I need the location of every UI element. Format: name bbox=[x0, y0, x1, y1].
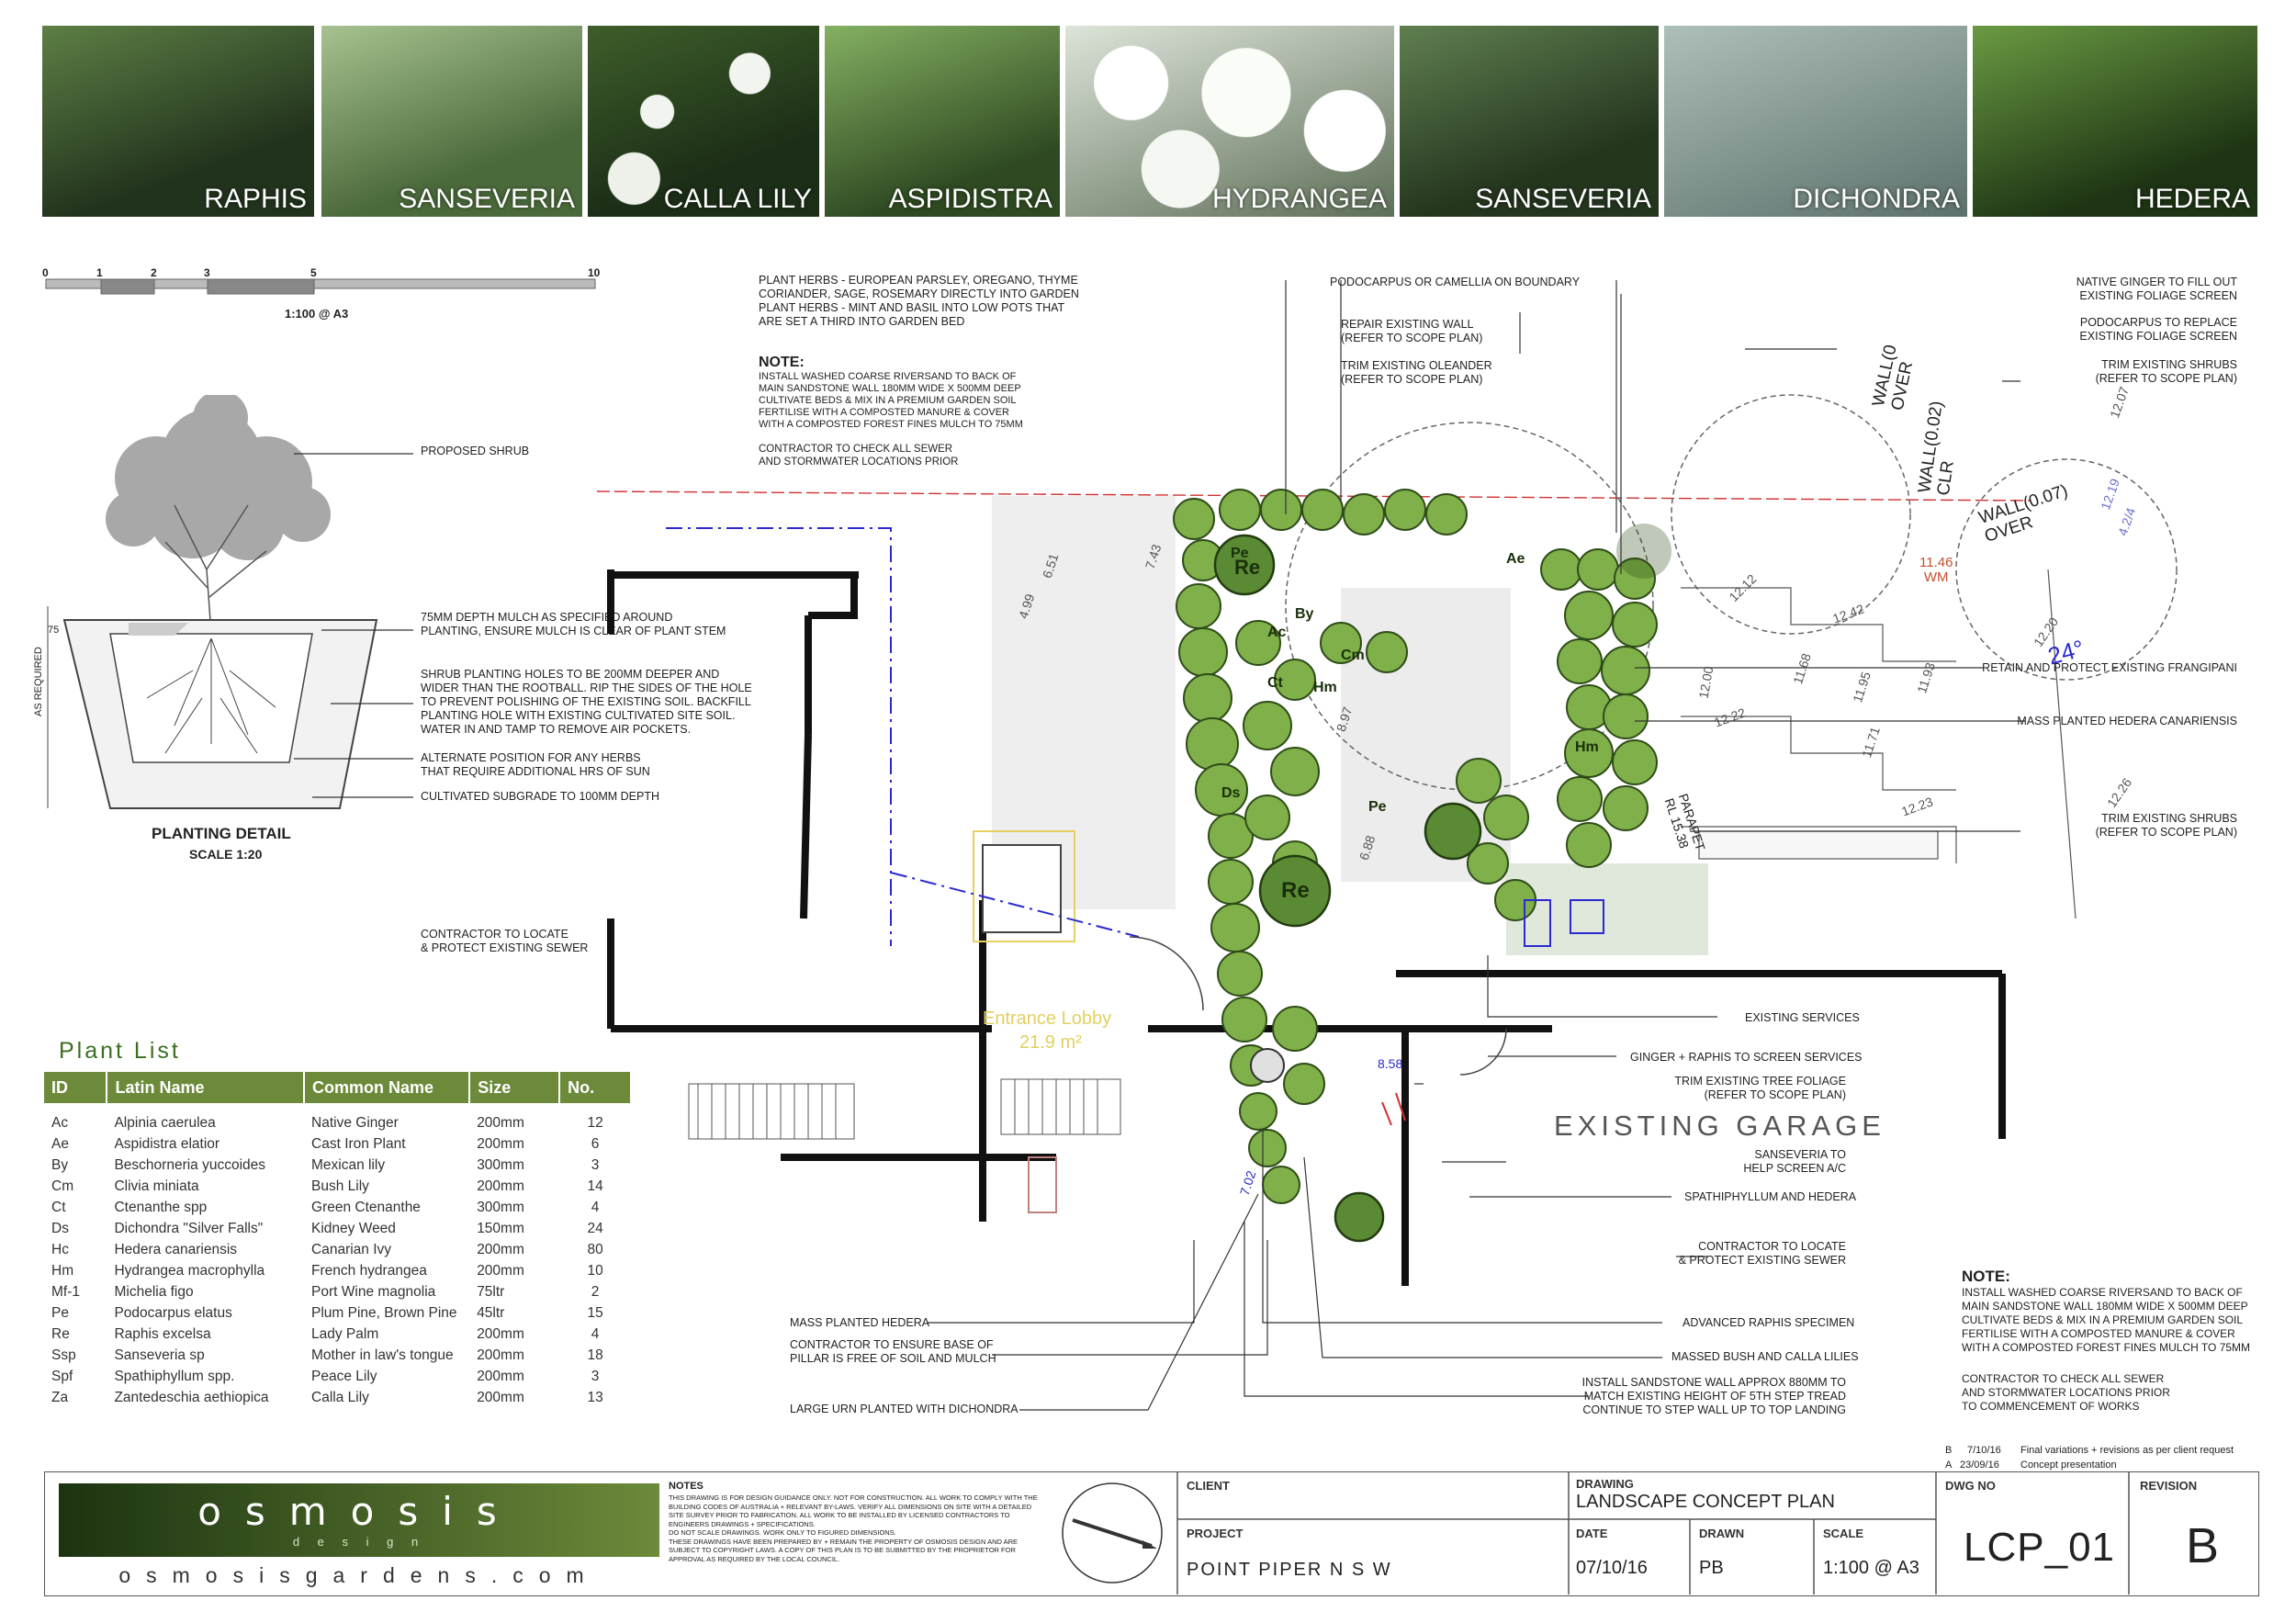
plant-list-cell: Raphis excelsa bbox=[114, 1325, 211, 1342]
lobby-area: 21.9 m² bbox=[1019, 1032, 1082, 1053]
plant-list-cell: 300mm bbox=[477, 1156, 524, 1173]
plant-list-cell: 200mm bbox=[477, 1135, 524, 1152]
plant-list-cell: Cm bbox=[51, 1178, 74, 1194]
photo-label: HEDERA bbox=[2134, 184, 2250, 214]
plant-list-cell: Peace Lily bbox=[311, 1368, 377, 1384]
level: 11.93 bbox=[1914, 660, 1938, 695]
plant-list-cell: Ctenanthe spp bbox=[114, 1199, 208, 1215]
plant-list-cell: 75ltr bbox=[477, 1283, 505, 1300]
plant-list-cell: 150mm bbox=[477, 1220, 524, 1236]
drawing-label: DRAWING bbox=[1576, 1477, 1634, 1491]
plant-list-cell: 18 bbox=[587, 1347, 603, 1363]
plant-list-cell: 3 bbox=[591, 1368, 600, 1384]
plant-list-cell: 200mm bbox=[477, 1241, 524, 1257]
plant-list-cell: Ac bbox=[51, 1114, 69, 1131]
level: 12.26 bbox=[2103, 775, 2135, 810]
plant-list-cell: Sanseveria sp bbox=[114, 1347, 205, 1363]
parapet-label: PARAPET RL 15.38 bbox=[1661, 792, 1708, 853]
garage-label: EXISTING GARAGE bbox=[1554, 1110, 1885, 1142]
scale-tick: 0 bbox=[42, 266, 49, 279]
callout-trim-tree: TRIM EXISTING TREE FOLIAGE (REFER TO SCOPE PLAN) bbox=[1674, 1075, 1846, 1101]
plant-list-cell: 80 bbox=[587, 1241, 603, 1257]
plant-list-cell: Podocarpus elatus bbox=[114, 1304, 232, 1321]
scale-tick: 1 bbox=[96, 266, 103, 279]
plant-list-cell: Za bbox=[51, 1389, 69, 1405]
drawn-value: PB bbox=[1699, 1558, 1724, 1578]
drawing-value: LANDSCAPE CONCEPT PLAN bbox=[1576, 1492, 1835, 1512]
level: 7.43 bbox=[1142, 542, 1165, 571]
plant-list-cell: Mother in law's tongue bbox=[311, 1347, 454, 1363]
level: 12.22 bbox=[1712, 704, 1748, 730]
plant-list-header-cell: Common Name bbox=[304, 1072, 469, 1103]
scale-tick: 10 bbox=[588, 266, 601, 279]
plant-list-cell: Dichondra "Silver Falls" bbox=[114, 1220, 264, 1236]
photo-label: DICHONDRA bbox=[1793, 184, 1960, 214]
planting-detail-title: PLANTING DETAIL bbox=[152, 825, 291, 842]
callout-sanseveria-ac: SANSEVERIA TO HELP SCREEN A/C bbox=[1743, 1148, 1846, 1175]
plant-list-cell: Clivia miniata bbox=[114, 1178, 199, 1194]
lobby-label: Entrance Lobby bbox=[983, 1009, 1112, 1029]
level: 11.95 bbox=[1850, 670, 1874, 704]
callout-frangipani: RETAIN AND PROTECT EXISTING FRANGIPANI bbox=[1982, 661, 2237, 674]
plant-list-cell: Mf-1 bbox=[51, 1283, 80, 1300]
plant-list-cell: Ds bbox=[51, 1220, 69, 1236]
callout-podocarpus-boundary: PODOCARPUS OR CAMELLIA ON BOUNDARY bbox=[1330, 276, 1581, 288]
wm-label: 11.46 WM bbox=[1919, 555, 1953, 585]
level: 8.97 bbox=[1333, 704, 1356, 734]
plant-list-cell: Cast Iron Plant bbox=[311, 1135, 406, 1152]
plant-list-cell: Ct bbox=[51, 1199, 66, 1215]
wall-label: WALL(0.07) OVER bbox=[1976, 480, 2071, 547]
callout-spathiphyllum: SPATHIPHYLLUM AND HEDERA bbox=[1684, 1190, 1857, 1203]
callout-advanced-raphis: ADVANCED RAPHIS SPECIMEN bbox=[1683, 1316, 1855, 1329]
level: 12.00 bbox=[1695, 665, 1716, 700]
plant-list-cell: Calla Lily bbox=[311, 1389, 369, 1405]
callout-mass-hedera: MASS PLANTED HEDERA bbox=[790, 1316, 930, 1329]
callout-locate-sewer: CONTRACTOR TO LOCATE & PROTECT EXISTING SEWER bbox=[421, 928, 589, 954]
plant-code: Re bbox=[1281, 878, 1310, 903]
plant-list-cell: 45ltr bbox=[477, 1304, 505, 1321]
plant-list-title: Plant List bbox=[59, 1038, 181, 1064]
plant-list-cell: 200mm bbox=[477, 1389, 524, 1405]
callout-trim-shrubs-2: TRIM EXISTING SHRUBS (REFER TO SCOPE PLAN) bbox=[2095, 812, 2237, 839]
dim-75: 75 bbox=[48, 625, 60, 636]
revision-date: 23/09/16 bbox=[1960, 1460, 1999, 1471]
photo-label: CALLA LILY bbox=[663, 184, 812, 214]
plant-list-cell: Hc bbox=[51, 1241, 69, 1257]
plant-list-cell: 200mm bbox=[477, 1368, 524, 1384]
level: 12.19 bbox=[2098, 476, 2123, 513]
dwg-label: DWG NO bbox=[1945, 1479, 1996, 1493]
plant-list-cell: 300mm bbox=[477, 1199, 524, 1215]
callout-proposed-shrub: PROPOSED SHRUB bbox=[421, 445, 530, 457]
plant-list-cell: 14 bbox=[587, 1178, 603, 1194]
project-label: PROJECT bbox=[1187, 1527, 1244, 1540]
callout-existing-services: EXISTING SERVICES bbox=[1745, 1011, 1860, 1024]
plant-list-cell: 200mm bbox=[477, 1262, 524, 1279]
scale-label: SCALE bbox=[1823, 1527, 1864, 1540]
plant-list-cell: Pe bbox=[51, 1304, 69, 1321]
level: 12.23 bbox=[1899, 794, 1935, 819]
plant-list-cell: Native Ginger bbox=[311, 1114, 399, 1131]
plant-code: Pe bbox=[1231, 546, 1249, 561]
photo-label: RAPHIS bbox=[204, 184, 307, 214]
plant-code: By bbox=[1295, 606, 1314, 622]
plant-list-header-cell: Size bbox=[469, 1072, 559, 1103]
plant-list-cell: Kidney Weed bbox=[311, 1220, 396, 1236]
level: 7.02 bbox=[1236, 1168, 1259, 1198]
callout-ginger-raphis: GINGER + RAPHIS TO SCREEN SERVICES bbox=[1630, 1051, 1863, 1064]
plant-list-cell: 10 bbox=[587, 1262, 603, 1279]
website: osmosisgardens.com bbox=[118, 1563, 600, 1587]
plant-code: Ds bbox=[1221, 785, 1241, 801]
plant-list-header-cell: Latin Name bbox=[107, 1072, 304, 1103]
callout-native-ginger: NATIVE GINGER TO FILL OUT EXISTING FOLIAGE SCREEN bbox=[2076, 276, 2237, 302]
level: 8.58 bbox=[1378, 1056, 1403, 1071]
callout-massed-bush-calla: MASSED BUSH AND CALLA LILIES bbox=[1671, 1350, 1859, 1363]
level: 6.88 bbox=[1356, 833, 1379, 862]
dim-as-required: AS REQUIRED bbox=[33, 647, 44, 716]
revision-id: A bbox=[1945, 1460, 1953, 1471]
scale-tick: 2 bbox=[151, 266, 157, 279]
plant-list-cell: Hm bbox=[51, 1262, 74, 1279]
plant-list-cell: Green Ctenanthe bbox=[311, 1199, 421, 1215]
plant-list-cell: Plum Pine, Brown Pine bbox=[311, 1304, 457, 1321]
wall-label: WALL(0.02) CLR bbox=[1915, 400, 1958, 497]
note-heading: NOTE: bbox=[759, 355, 805, 370]
level: 6.51 bbox=[1039, 551, 1062, 580]
plant-list-header-cell: No. bbox=[559, 1072, 631, 1103]
level: 4.2/4 bbox=[2114, 505, 2139, 538]
level: 11.71 bbox=[1859, 725, 1883, 760]
notes-body: THIS DRAWING IS FOR DESIGN GUIDANCE ONLY. NOT FOR CONSTRUCTION. ALL WORK TO COMPLY WITH THE BUILDING CODES OF AUSTRALIA + RELEVANT BY-LAWS. VERIFY ALL DIMENSIONS ON SITE WITH A DETAILED SITE SURVEY PRIOR TO FABRICATION. ALL WORK TO BE INSTALLED BY LICENSED CONTRACTORS TO ENGINEERS DRAWINGS + SPECIFICATIONS. DO NOT SCALE DRAWINGS. WORK ONLY TO FIGURED DIMENSIONS. THESE DRAWINGS HAVE BEEN PREPARED BY + REMAIN THE PROPERTY OF OSMOSIS DESIGN AND ARE SUBJECT TO COPYRIGHT LAWS. A COPY OF THIS PLAN IS TO BE SUBMITTED BY THE PROPRIETOR FOR APPROVAL AS REQUIRED BY THE LOCAL COUNCIL. bbox=[669, 1493, 1038, 1563]
photo-label: HYDRANGEA bbox=[1211, 184, 1387, 214]
scale-tick: 3 bbox=[204, 266, 210, 279]
callout-pillar-base: CONTRACTOR TO ENSURE BASE OF PILLAR IS FREE OF SOIL AND MULCH bbox=[790, 1338, 996, 1365]
level: 4.99 bbox=[1015, 592, 1038, 621]
plant-list-cell: Spf bbox=[51, 1368, 73, 1384]
photo-label: ASPIDISTRA bbox=[888, 184, 1052, 214]
plant-code: Ae bbox=[1506, 551, 1525, 567]
plant-code: Pe bbox=[1368, 799, 1387, 815]
revision-value: B bbox=[2186, 1518, 2220, 1573]
project-value: POINT PIPER N S W bbox=[1187, 1560, 1392, 1580]
level: 12.12 bbox=[1726, 570, 1760, 605]
plant-list-cell: Bush Lily bbox=[311, 1178, 369, 1194]
level: 12.07 bbox=[2107, 384, 2133, 421]
plant-code: Hm bbox=[1575, 739, 1599, 755]
callout-sandstone-wall: INSTALL SANDSTONE WALL APPROX 880MM TO MATCH EXISTING HEIGHT OF 5TH STEP TREAD CONTINUE TO STEP WALL UP TO TOP LANDING bbox=[1581, 1376, 1846, 1416]
date-label: DATE bbox=[1576, 1527, 1608, 1540]
plant-list-cell: 200mm bbox=[477, 1347, 524, 1363]
callout-planting-holes: SHRUB PLANTING HOLES TO BE 200MM DEEPER AND WIDER THAN THE ROOTBALL. RIP THE SIDES OF THE HOLE TO PREVENT POLISHING OF THE EXISTING SOIL. BACKFILL PLANTING HOLE WITH EXISTING CULTIVATED SITE SOIL. WATER IN AND TAMP TO REMOVE AIR POCKETS. bbox=[421, 668, 752, 736]
plant-code: Cm bbox=[1341, 648, 1365, 663]
plant-code: Re bbox=[1234, 556, 1261, 579]
note-sewer: CONTRACTOR TO CHECK ALL SEWER AND STORMWATER LOCATIONS PRIOR bbox=[759, 444, 959, 468]
callout-repair-wall: REPAIR EXISTING WALL (REFER TO SCOPE PLAN) bbox=[1341, 318, 1483, 344]
plant-list-cell: 12 bbox=[587, 1114, 603, 1131]
callout-large-urn: LARGE URN PLANTED WITH DICHONDRA bbox=[790, 1403, 1019, 1415]
callout-podocarpus-replace: PODOCARPUS TO REPLACE EXISTING FOLIAGE SCREEN bbox=[2079, 316, 2237, 343]
plant-list-cell: Ae bbox=[51, 1135, 69, 1152]
revision-desc: Final variations + revisions as per client request bbox=[2020, 1445, 2234, 1456]
client-label: CLIENT bbox=[1187, 1479, 1230, 1493]
plant-code: Ac bbox=[1267, 625, 1287, 640]
plant-list-cell: French hydrangea bbox=[311, 1262, 427, 1279]
plant-list-cell: Canarian Ivy bbox=[311, 1241, 392, 1257]
plant-list-cell: By bbox=[51, 1156, 69, 1173]
plant-list-header-cell: ID bbox=[44, 1072, 107, 1103]
callout-mulch: 75MM DEPTH MULCH AS SPECIFIED AROUND PLANTING, ENSURE MULCH IS CLEAR OF PLANT STEM bbox=[421, 611, 726, 637]
callout-trim-shrubs: TRIM EXISTING SHRUBS (REFER TO SCOPE PLAN) bbox=[2095, 358, 2237, 385]
note-body: INSTALL WASHED COARSE RIVERSAND TO BACK OF MAIN SANDSTONE WALL 180MM WIDE X 500MM DEEP CULTIVATE BEDS & MIX IN A PREMIUM GARDEN SOIL FERTILISE WITH A COMPOSTED MANURE & COVER WITH A COMPOSTED FOREST FINES MULCH TO 75MM bbox=[759, 371, 1023, 430]
revision-id: B bbox=[1945, 1445, 1953, 1456]
brand-name: osmosis bbox=[197, 1489, 521, 1534]
level: 11.68 bbox=[1790, 651, 1814, 686]
revision-label: REVISION bbox=[2140, 1479, 2198, 1493]
scale-tick: 5 bbox=[310, 266, 317, 279]
plant-list-cell: Spathiphyllum spp. bbox=[114, 1368, 235, 1384]
plant-list-cell: 200mm bbox=[477, 1114, 524, 1131]
level: 12.42 bbox=[1830, 601, 1866, 626]
plant-list-cell: Aspidistra elatior bbox=[114, 1135, 220, 1152]
note-heading: NOTE: bbox=[1962, 1268, 2010, 1285]
plant-list-cell: Alpinia caerulea bbox=[114, 1114, 216, 1131]
planting-detail-scale: SCALE 1:20 bbox=[189, 847, 263, 862]
note-sewer: CONTRACTOR TO CHECK ALL SEWER AND STORMWATER LOCATIONS PRIOR TO COMMENCEMENT OF WORKS bbox=[1962, 1372, 2170, 1413]
plant-list-cell: 13 bbox=[587, 1389, 603, 1405]
plant-list-cell: 200mm bbox=[477, 1325, 524, 1342]
dwg-value: LCP_01 bbox=[1964, 1525, 2116, 1570]
herbs-note: PLANT HERBS - EUROPEAN PARSLEY, OREGANO, THYME CORIANDER, SAGE, ROSEMARY DIRECTLY INTO GARDEN PLANT HERBS - MINT AND BASIL INTO LOW POTS THAT ARE SET A THIRD INTO GARDEN BED bbox=[759, 274, 1079, 328]
angle-label: 24° bbox=[2044, 634, 2088, 671]
plant-list-cell: 6 bbox=[591, 1135, 600, 1152]
callout-subgrade: CULTIVATED SUBGRADE TO 100MM DEPTH bbox=[421, 790, 660, 803]
plant-list-cell: Michelia figo bbox=[114, 1283, 194, 1300]
plant-code: Ct bbox=[1267, 675, 1283, 691]
plant-list-cell: Re bbox=[51, 1325, 70, 1342]
plant-list-cell: Port Wine magnolia bbox=[311, 1283, 436, 1300]
plant-list-cell: Zantedeschia aethiopica bbox=[114, 1389, 269, 1405]
plant-list-cell: Beschorneria yuccoides bbox=[114, 1156, 266, 1173]
drawn-label: DRAWN bbox=[1699, 1527, 1745, 1540]
plant-list-cell: Hedera canariensis bbox=[114, 1241, 238, 1257]
plant-list-cell: 4 bbox=[591, 1199, 600, 1215]
photo-label: SANSEVERIA bbox=[399, 184, 575, 214]
date-value: 07/10/16 bbox=[1576, 1558, 1648, 1578]
callout-locate-sewer-2: CONTRACTOR TO LOCATE & PROTECT EXISTING SEWER bbox=[1678, 1240, 1846, 1267]
scale-caption: 1:100 @ A3 bbox=[285, 307, 349, 321]
photo-label: SANSEVERIA bbox=[1475, 184, 1651, 214]
plant-list-cell: Lady Palm bbox=[311, 1325, 379, 1342]
callout-alternate-herbs: ALTERNATE POSITION FOR ANY HERBS THAT REQUIRE ADDITIONAL HRS OF SUN bbox=[421, 751, 650, 778]
plant-list-cell: 2 bbox=[591, 1283, 600, 1300]
plant-list-cell: Ssp bbox=[51, 1347, 76, 1363]
revision-desc: Concept presentation bbox=[2020, 1460, 2117, 1471]
plant-list-cell: Hydrangea macrophylla bbox=[114, 1262, 265, 1279]
plant-list-cell: 4 bbox=[591, 1325, 600, 1342]
plant-list-cell: 24 bbox=[587, 1220, 603, 1236]
scale-value: 1:100 @ A3 bbox=[1823, 1558, 1919, 1578]
plant-list-cell: 3 bbox=[591, 1156, 600, 1173]
plant-code: Hm bbox=[1313, 680, 1337, 695]
callout-trim-oleander: TRIM EXISTING OLEANDER (REFER TO SCOPE PLAN) bbox=[1341, 359, 1492, 386]
plant-list-cell: 200mm bbox=[477, 1178, 524, 1194]
brand-sub: d e s i g n bbox=[292, 1535, 426, 1549]
notes-heading: NOTES bbox=[669, 1481, 703, 1492]
wall-label: WALL(0 OVER bbox=[1869, 343, 1918, 412]
plant-list-cell: Mexican lily bbox=[311, 1156, 386, 1173]
note-body: INSTALL WASHED COARSE RIVERSAND TO BACK OF MAIN SANDSTONE WALL 180MM WIDE X 500MM DEEP CULTIVATE BEDS & MIX IN A PREMIUM GARDEN SOIL FERTILISE WITH A COMPOSTED MANURE & COVER WITH A COMPOSTED FOREST FINES MULCH TO 75MM bbox=[1962, 1286, 2251, 1354]
revision-date: 7/10/16 bbox=[1967, 1445, 2001, 1456]
callout-hedera-canariensis: MASS PLANTED HEDERA CANARIENSIS bbox=[2017, 715, 2237, 727]
level: 12.20 bbox=[2030, 614, 2062, 649]
plant-list-cell: 15 bbox=[587, 1304, 603, 1321]
